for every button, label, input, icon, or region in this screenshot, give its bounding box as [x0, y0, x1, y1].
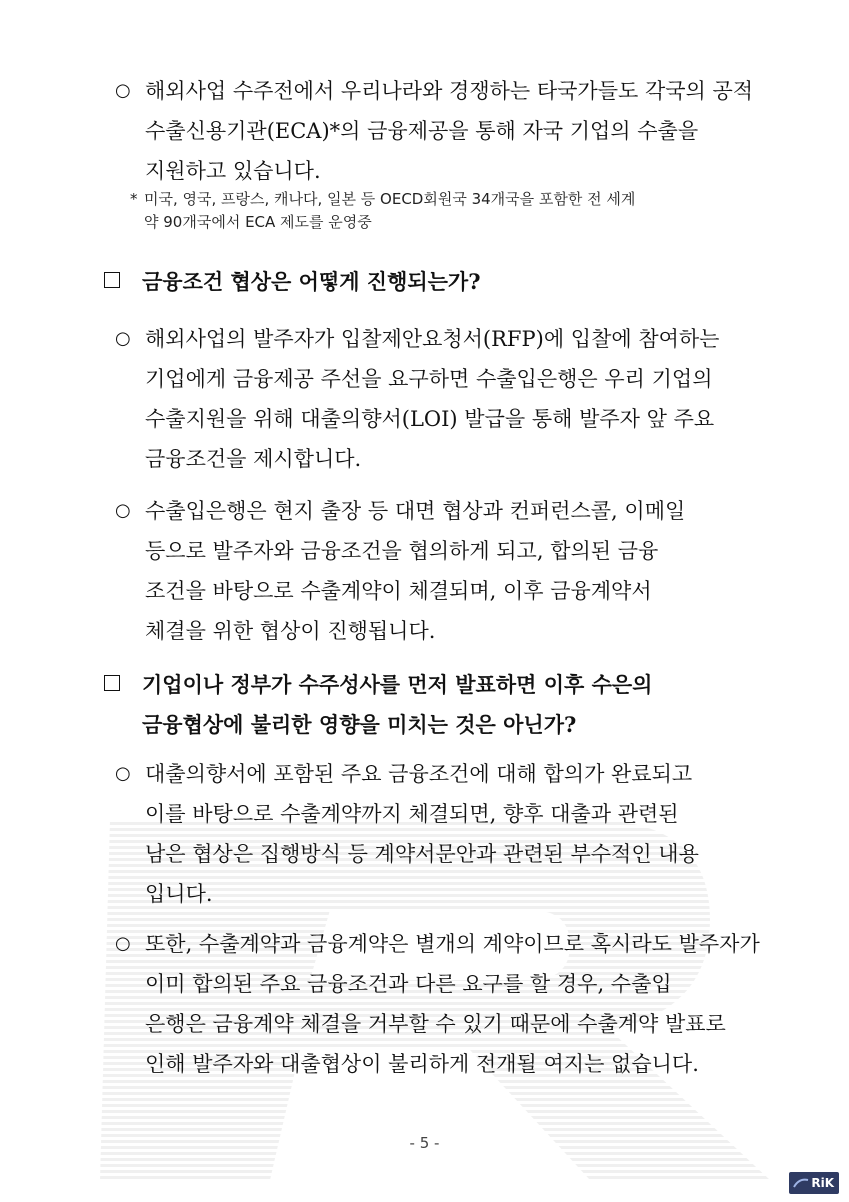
text-line: 수출입은행은 현지 출장 등 대면 협상과 컨퍼런스콜, 이메일	[145, 499, 686, 523]
text-line: 이미 합의된 주요 금융조건과 다른 요구를 할 경우, 수출입	[145, 972, 672, 996]
bullet-eca	[115, 71, 755, 191]
text-line: 미국, 영국, 프랑스, 캐나다, 일본 등 OECD회원국 34개국을 포함한 전 세계	[144, 190, 636, 208]
text-line: 약 90개국에서 ECA 제도를 운영중	[144, 213, 372, 231]
heading-text: 금융협상에 불리한 영향을 미치는 것은 아닌가?	[142, 712, 577, 737]
text-line: 지원하고 있습니다.	[145, 159, 321, 183]
checkbox-square-icon	[104, 675, 120, 691]
heading-text: 기업이나 정부가 수주성사를 먼저 발표하면 이후 수은의	[142, 672, 653, 697]
text-line: 이를 바탕으로 수출계약까지 체결되면, 향후 대출과 관련된	[145, 802, 679, 826]
text-line: 체결을 위한 협상이 진행됩니다.	[145, 619, 436, 643]
logo-text: RiK	[811, 1176, 834, 1190]
bullet-separate-contracts	[115, 924, 760, 1084]
bullet-marker: ○	[115, 500, 131, 521]
text-line: 수출신용기관(ECA)*의 금융제공을 통해 자국 기업의 수출을	[145, 119, 699, 143]
text-line: 수출지원을 위해 대출의향서(LOI) 발급을 통해 발주자 앞 주요	[145, 407, 715, 431]
bullet-loi-terms	[115, 754, 755, 914]
text-line: 해외사업의 발주자가 입찰제안요청서(RFP)에 입찰에 참여하는	[145, 327, 720, 351]
page-number: - 5 -	[409, 1134, 440, 1152]
logo-swoosh-icon	[793, 1177, 809, 1189]
text-line: 인해 발주자와 대출협상이 불리하게 전개될 여지는 없습니다.	[145, 1052, 699, 1076]
text-line: 해외사업 수주전에서 우리나라와 경쟁하는 타국가들도 각국의 공적	[145, 79, 754, 103]
footnote	[130, 188, 750, 234]
bullet-marker: ○	[115, 763, 131, 784]
bullet-marker: ○	[115, 80, 131, 101]
heading-text: 금융조건 협상은 어떻게 진행되는가?	[142, 269, 481, 294]
rik-logo	[789, 1172, 839, 1194]
text-line: 또한, 수출계약과 금융계약은 별개의 계약이므로 혹시라도 발주자가	[145, 932, 760, 956]
footnote-marker: *	[130, 190, 138, 208]
bullet-meetings	[115, 491, 755, 651]
bullet-marker: ○	[115, 328, 131, 349]
text-line: 대출의향서에 포함된 주요 금융조건에 대해 합의가 완료되고	[145, 762, 693, 786]
text-line: 남은 협상은 집행방식 등 계약서문안과 관련된 부수적인 내용	[145, 842, 699, 866]
text-line: 기업에게 금융제공 주선을 요구하면 수출입은행은 우리 기업의	[145, 367, 713, 391]
bullet-marker: ○	[115, 933, 131, 954]
section-heading-announcement	[104, 665, 754, 745]
checkbox-square-icon	[104, 272, 120, 288]
text-line: 등으로 발주자와 금융조건을 협의하게 되고, 합의된 금융	[145, 539, 659, 563]
section-heading-negotiation	[104, 262, 754, 302]
text-line: 은행은 금융계약 체결을 거부할 수 있기 때문에 수출계약 발표로	[145, 1012, 726, 1036]
text-line: 금융조건을 제시합니다.	[145, 447, 362, 471]
text-line: 조건을 바탕으로 수출계약이 체결되며, 이후 금융계약서	[145, 579, 652, 603]
text-line: 입니다.	[145, 882, 213, 906]
bullet-rfp	[115, 319, 755, 479]
